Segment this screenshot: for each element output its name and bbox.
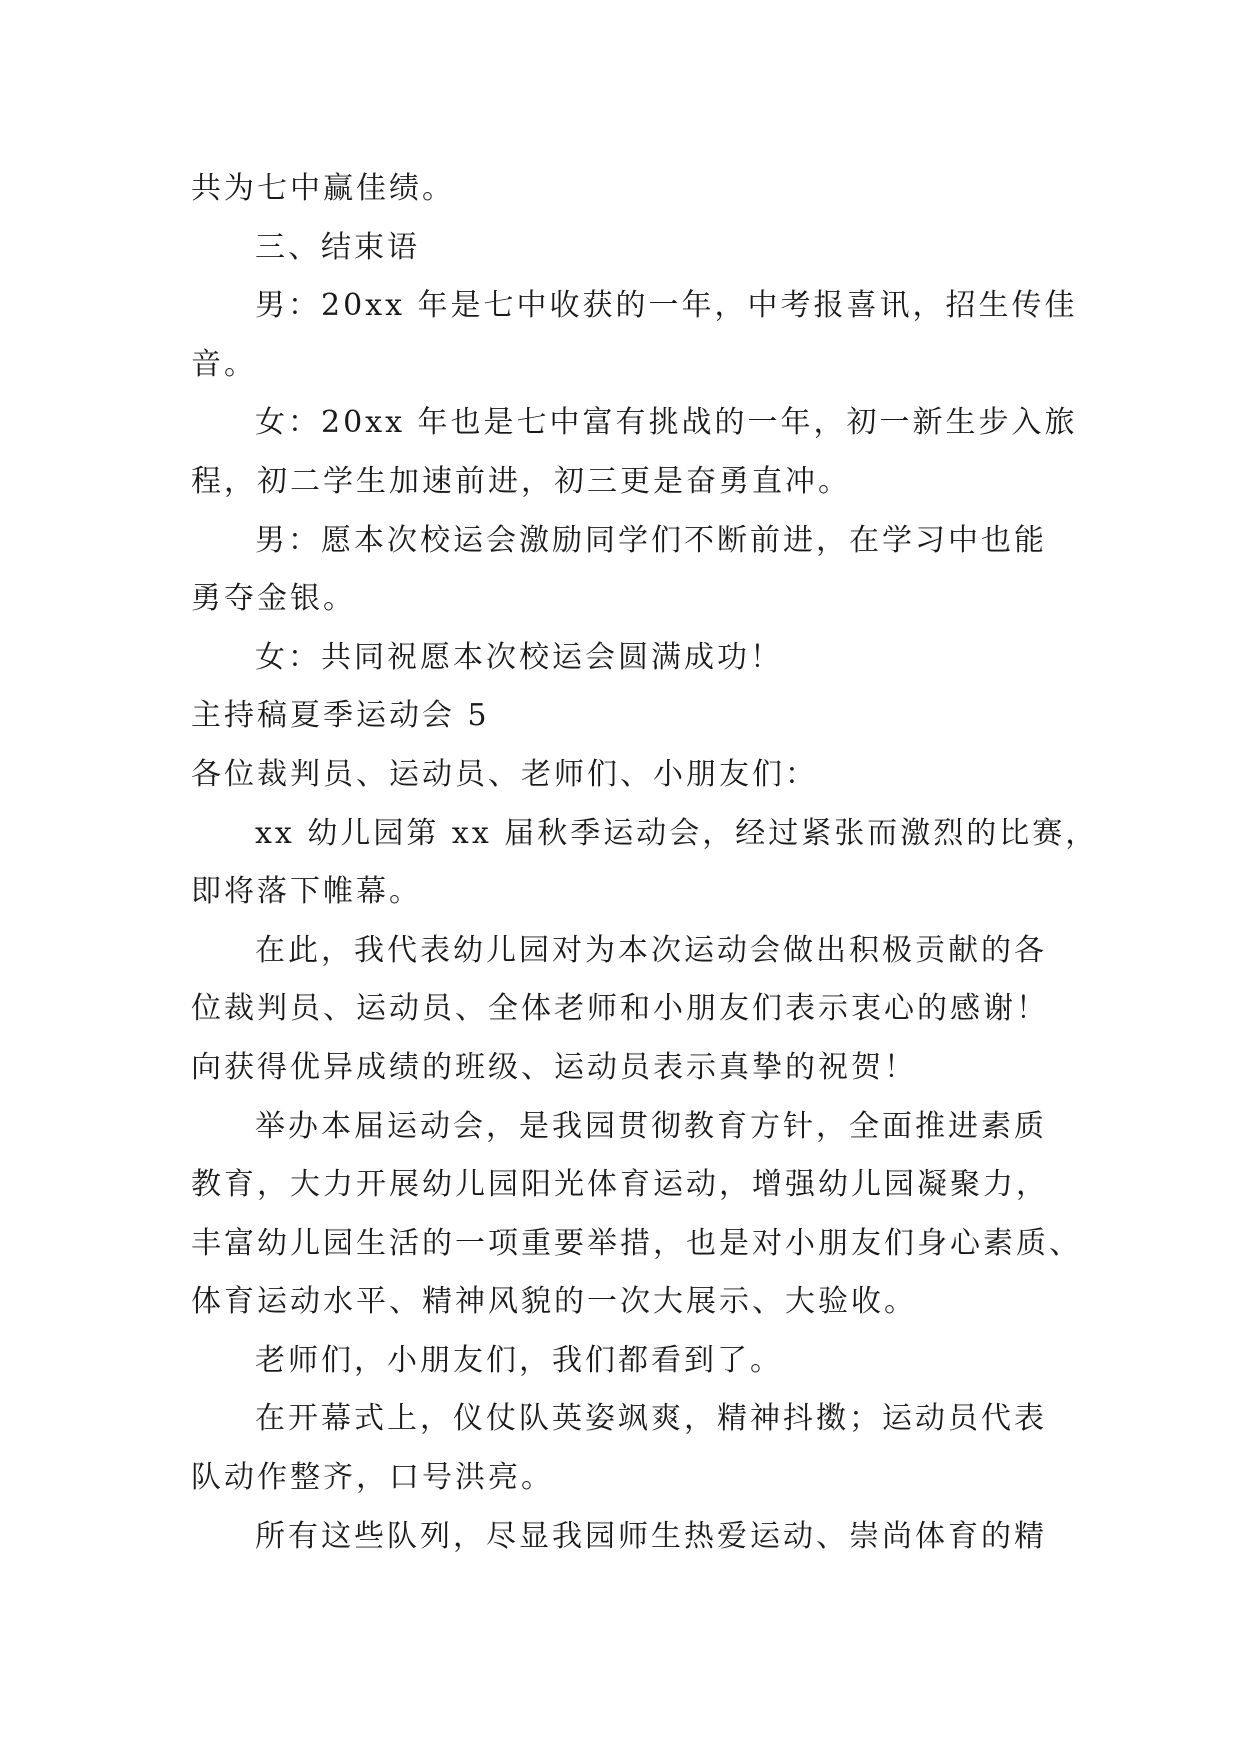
text-line: 各位裁判员、运动员、老师们、小朋友们：: [191, 756, 818, 792]
text-line: 向获得优异成绩的班级、运动员表示真挚的祝贺！: [191, 1049, 917, 1085]
text-line: 体育运动水平、精神风貌的一次大展示、大验收。: [191, 1284, 917, 1320]
document-body: [191, 160, 1099, 1566]
text-line: 女：共同祝愿本次校运会圆满成功！: [255, 639, 783, 675]
text-line: 丰富幼儿园生活的一项重要举措，也是对小朋友们身心素质、: [191, 1225, 1082, 1261]
text-line: 即将落下帷幕。: [191, 874, 422, 910]
text-line: 共为七中赢佳绩。: [191, 171, 455, 206]
text-line: 男：20xx 年是七中收获的一年，中考报喜讯，招生传佳: [255, 288, 1078, 324]
text-line: 音。: [191, 346, 257, 382]
text-line: xx 幼儿园第 xx 届秋季运动会，经过紧张而激烈的比赛，: [255, 815, 1099, 851]
text-line: 位裁判员、运动员、全体老师和小朋友们表示衷心的感谢！: [191, 991, 1049, 1027]
text-line: 在此，我代表幼儿园对为本次运动会做出积极贡献的各: [255, 932, 1047, 968]
text-line: 在开幕式上，仪仗队英姿飒爽，精神抖擞；运动员代表: [255, 1401, 1047, 1437]
text-line: 教育，大力开展幼儿园阳光体育运动，增强幼儿园凝聚力，: [191, 1167, 1049, 1203]
text-line: 老师们，小朋友们，我们都看到了。: [255, 1342, 783, 1378]
text-line: 勇夺金银。: [191, 581, 356, 617]
text-line: 队动作整齐，口号洪亮。: [191, 1460, 554, 1496]
text-line: 主持稿夏季运动会 5: [191, 698, 490, 734]
text-line: 程，初二学生加速前进，初三更是奋勇直冲。: [191, 463, 851, 499]
text-line: 三、结束语: [255, 229, 420, 265]
text-line: 举办本届运动会，是我园贯彻教育方针，全面推进素质: [255, 1108, 1047, 1144]
text-line: 女：20xx 年也是七中富有挑战的一年，初一新生步入旅: [255, 405, 1078, 441]
text-line: 男：愿本次校运会激励同学们不断前进，在学习中也能: [255, 522, 1047, 558]
text-line: 所有这些队列，尽显我园师生热爱运动、崇尚体育的精: [255, 1518, 1047, 1554]
